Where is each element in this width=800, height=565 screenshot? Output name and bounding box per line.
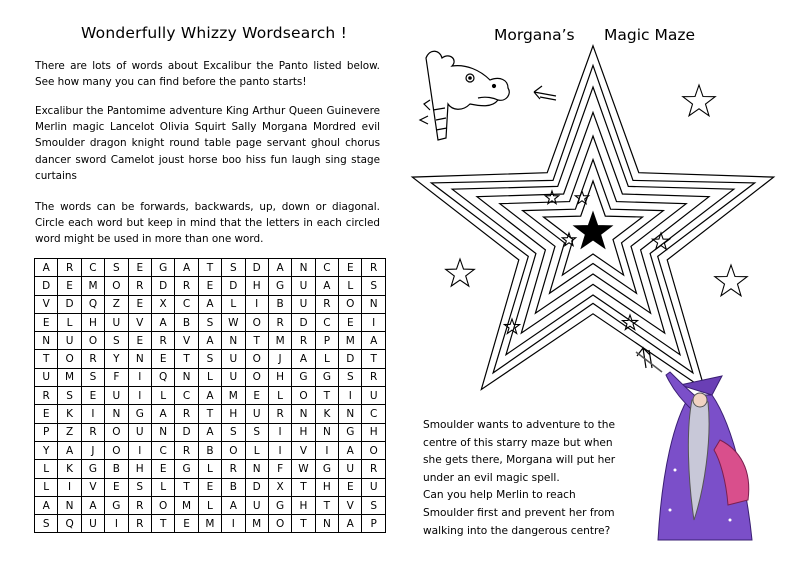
grid-cell[interactable]: E [175, 515, 198, 533]
grid-cell[interactable]: U [339, 460, 362, 478]
grid-cell[interactable]: Z [105, 295, 128, 313]
grid-cell[interactable]: N [292, 405, 315, 423]
merlin-wizard-icon [636, 352, 752, 540]
grid-cell[interactable]: G [339, 423, 362, 441]
grid-cell[interactable]: I [315, 441, 338, 459]
grid-cell[interactable]: T [315, 496, 338, 514]
grid-cell[interactable]: A [35, 259, 58, 277]
grid-cell[interactable]: H [245, 277, 268, 295]
grid-cell[interactable]: M [198, 515, 221, 533]
grid-cell[interactable]: I [339, 387, 362, 405]
grid-cell[interactable]: A [81, 496, 104, 514]
grid-cell[interactable]: U [245, 405, 268, 423]
grid-cell[interactable]: I [268, 441, 291, 459]
grid-cell[interactable]: U [35, 368, 58, 386]
grid-cell[interactable]: B [105, 460, 128, 478]
grid-cell[interactable]: T [198, 259, 221, 277]
grid-cell[interactable]: R [175, 405, 198, 423]
grid-cell[interactable]: R [128, 496, 151, 514]
grid-cell[interactable]: B [175, 313, 198, 331]
grid-cell[interactable]: E [128, 332, 151, 350]
grid-cell[interactable]: N [245, 460, 268, 478]
maze-story-text [423, 417, 645, 540]
grid-cell[interactable]: A [222, 496, 245, 514]
grid-cell[interactable]: U [105, 387, 128, 405]
grid-cell[interactable]: O [362, 441, 385, 459]
grid-cell[interactable]: N [292, 259, 315, 277]
small-star-icon [683, 85, 715, 116]
grid-cell[interactable]: O [105, 423, 128, 441]
grid-cell[interactable]: O [105, 277, 128, 295]
grid-cell[interactable]: H [362, 423, 385, 441]
grid-cell[interactable]: Q [151, 368, 174, 386]
grid-cell[interactable]: A [175, 259, 198, 277]
grid-cell[interactable]: L [58, 313, 81, 331]
grid-cell[interactable]: L [198, 460, 221, 478]
grid-cell[interactable]: O [245, 350, 268, 368]
grid-cell[interactable]: O [245, 368, 268, 386]
grid-cell[interactable]: E [35, 313, 58, 331]
grid-cell[interactable]: A [292, 350, 315, 368]
grid-cell[interactable]: E [198, 478, 221, 496]
grid-cell[interactable]: N [58, 496, 81, 514]
grid-cell[interactable]: A [151, 313, 174, 331]
grid-cell[interactable]: G [292, 368, 315, 386]
grid-cell[interactable]: V [128, 313, 151, 331]
grid-cell[interactable]: A [198, 332, 221, 350]
grid-cell[interactable]: D [58, 295, 81, 313]
story-line: under an evil magic spell. [423, 471, 560, 484]
grid-cell[interactable]: A [268, 259, 291, 277]
grid-cell[interactable]: E [339, 259, 362, 277]
grid-cell[interactable]: N [151, 423, 174, 441]
grid-cell[interactable]: E [339, 313, 362, 331]
grid-cell[interactable]: I [245, 295, 268, 313]
grid-cell[interactable]: A [35, 496, 58, 514]
grid-cell[interactable]: R [362, 259, 385, 277]
grid-cell[interactable]: K [58, 460, 81, 478]
grid-cell[interactable]: U [362, 387, 385, 405]
grid-cell[interactable]: E [81, 387, 104, 405]
grid-cell[interactable]: S [222, 423, 245, 441]
grid-cell[interactable]: U [245, 496, 268, 514]
grid-cell[interactable]: I [128, 441, 151, 459]
grid-cell[interactable]: E [128, 295, 151, 313]
grid-cell[interactable]: S [105, 332, 128, 350]
grid-cell[interactable]: S [35, 515, 58, 533]
grid-cell[interactable]: I [268, 423, 291, 441]
grid-cell[interactable]: T [175, 478, 198, 496]
grid-cell[interactable]: V [339, 496, 362, 514]
grid-cell[interactable]: N [175, 368, 198, 386]
small-star-icon [504, 319, 519, 334]
grid-cell[interactable]: D [292, 313, 315, 331]
grid-cell[interactable]: I [362, 313, 385, 331]
grid-cell[interactable]: U [222, 368, 245, 386]
grid-cell[interactable]: P [35, 423, 58, 441]
grid-cell[interactable]: U [105, 313, 128, 331]
grid-cell[interactable]: R [128, 277, 151, 295]
wordsearch-intro: There are lots of words about Excalibur the Panto listed below. See how many you can find before the panto starts! [35, 60, 380, 89]
grid-cell[interactable]: O [245, 313, 268, 331]
grid-cell[interactable]: H [222, 405, 245, 423]
grid-cell[interactable]: M [245, 515, 268, 533]
grid-cell[interactable]: W [222, 313, 245, 331]
grid-cell[interactable]: K [58, 405, 81, 423]
grid-cell[interactable]: U [292, 277, 315, 295]
grid-cell[interactable]: G [151, 259, 174, 277]
grid-cell[interactable]: V [292, 441, 315, 459]
grid-cell[interactable]: U [362, 478, 385, 496]
grid-cell[interactable]: H [292, 423, 315, 441]
grid-cell[interactable]: A [151, 405, 174, 423]
grid-cell[interactable]: H [268, 368, 291, 386]
wordsearch-instructions: The words can be forwards, backwards, up, down or diagonal. Circle each word but keep in mind that the letters in each circled word might be used in more than one word. [35, 201, 380, 246]
grid-cell[interactable]: O [339, 295, 362, 313]
grid-cell[interactable]: G [268, 496, 291, 514]
grid-cell[interactable]: A [339, 515, 362, 533]
grid-cell[interactable]: H [128, 460, 151, 478]
grid-cell[interactable]: H [315, 478, 338, 496]
grid-cell[interactable]: L [151, 387, 174, 405]
grid-cell[interactable]: T [35, 350, 58, 368]
grid-cell[interactable]: L [35, 478, 58, 496]
grid-cell[interactable]: I [58, 478, 81, 496]
grid-cell[interactable]: R [315, 295, 338, 313]
grid-cell[interactable]: G [175, 460, 198, 478]
grid-cell[interactable]: S [128, 478, 151, 496]
story-line: she gets there, Morgana will put her [423, 454, 616, 467]
grid-cell[interactable]: P [362, 515, 385, 533]
grid-cell[interactable]: S [81, 368, 104, 386]
grid-cell[interactable]: X [268, 478, 291, 496]
grid-cell[interactable]: M [58, 368, 81, 386]
grid-cell[interactable]: I [81, 405, 104, 423]
story-line: Can you help Merlin to reach [423, 489, 576, 502]
grid-cell[interactable]: E [58, 277, 81, 295]
grid-cell[interactable]: S [339, 368, 362, 386]
grid-cell[interactable]: J [81, 441, 104, 459]
grid-cell[interactable]: I [128, 368, 151, 386]
grid-cell[interactable]: T [315, 387, 338, 405]
grid-cell[interactable]: Y [105, 350, 128, 368]
grid-cell[interactable]: R [81, 350, 104, 368]
grid-cell[interactable]: G [128, 405, 151, 423]
grid-cell[interactable]: C [151, 441, 174, 459]
grid-cell[interactable]: S [362, 277, 385, 295]
grid-cell[interactable]: Q [58, 515, 81, 533]
grid-cell[interactable]: E [245, 387, 268, 405]
grid-cell[interactable]: M [339, 332, 362, 350]
grid-cell[interactable]: N [35, 332, 58, 350]
grid-cell[interactable]: A [198, 295, 221, 313]
maze-entry-arrow-icon [534, 86, 556, 100]
grid-cell[interactable]: D [151, 277, 174, 295]
grid-cell[interactable]: E [339, 478, 362, 496]
grid-cell[interactable]: B [222, 478, 245, 496]
grid-cell[interactable]: N [222, 332, 245, 350]
grid-cell[interactable]: L [198, 368, 221, 386]
grid-cell[interactable]: N [315, 423, 338, 441]
grid-cell[interactable]: G [105, 496, 128, 514]
grid-cell[interactable]: S [362, 496, 385, 514]
grid-cell[interactable]: G [81, 460, 104, 478]
grid-cell[interactable]: C [315, 259, 338, 277]
grid-cell[interactable]: T [198, 405, 221, 423]
grid-cell[interactable]: R [58, 259, 81, 277]
grid-cell[interactable]: N [315, 515, 338, 533]
grid-cell[interactable]: A [198, 387, 221, 405]
grid-cell[interactable]: O [151, 496, 174, 514]
grid-cell[interactable]: I [105, 515, 128, 533]
story-line: centre of this starry maze but when [423, 436, 613, 449]
grid-cell[interactable]: M [222, 387, 245, 405]
grid-cell[interactable]: E [151, 350, 174, 368]
grid-cell[interactable]: L [198, 496, 221, 514]
grid-cell[interactable]: O [81, 332, 104, 350]
grid-cell[interactable]: J [268, 350, 291, 368]
grid-cell[interactable]: Q [81, 295, 104, 313]
maze-title-part1: Morgana’s [494, 26, 575, 44]
grid-cell[interactable]: E [128, 259, 151, 277]
grid-cell[interactable]: D [245, 259, 268, 277]
grid-cell[interactable]: E [105, 478, 128, 496]
grid-cell[interactable]: G [315, 460, 338, 478]
grid-cell[interactable]: E [151, 460, 174, 478]
grid-cell[interactable]: R [81, 423, 104, 441]
grid-cell[interactable]: A [315, 277, 338, 295]
grid-cell[interactable]: S [222, 259, 245, 277]
grid-cell[interactable]: H [292, 496, 315, 514]
grid-cell[interactable]: N [339, 405, 362, 423]
grid-cell[interactable]: I [222, 515, 245, 533]
grid-cell[interactable]: R [175, 277, 198, 295]
grid-cell[interactable]: O [58, 350, 81, 368]
grid-cell[interactable]: L [245, 441, 268, 459]
grid-cell[interactable]: D [222, 277, 245, 295]
grid-cell[interactable]: R [175, 441, 198, 459]
grid-cell[interactable]: D [35, 277, 58, 295]
grid-cell[interactable]: A [198, 423, 221, 441]
grid-cell[interactable]: W [292, 460, 315, 478]
grid-cell[interactable]: R [268, 313, 291, 331]
grid-cell[interactable]: M [175, 496, 198, 514]
grid-cell[interactable]: R [222, 460, 245, 478]
grid-cell[interactable]: D [339, 350, 362, 368]
grid-cell[interactable]: U [292, 295, 315, 313]
grid-cell[interactable]: D [175, 423, 198, 441]
grid-cell[interactable]: T [362, 350, 385, 368]
dragon-smoulder-icon [420, 51, 509, 140]
grid-cell[interactable]: U [222, 350, 245, 368]
grid-cell[interactable]: Y [35, 441, 58, 459]
grid-cell[interactable]: L [35, 460, 58, 478]
grid-cell[interactable]: F [105, 368, 128, 386]
small-star-icon [652, 233, 669, 249]
grid-cell[interactable]: R [35, 387, 58, 405]
small-star-icon [575, 191, 588, 204]
grid-cell[interactable]: O [292, 387, 315, 405]
grid-cell[interactable]: K [315, 405, 338, 423]
grid-cell[interactable]: R [362, 460, 385, 478]
grid-cell[interactable]: L [268, 387, 291, 405]
grid-cell[interactable]: V [175, 332, 198, 350]
wordsearch-word-list: Excalibur the Pantomime adventure King Arthur Queen Guinevere Merlin magic Lancelot Olivia Squirt Sally Morgana Mordred evil Smoulder dragon knight round table page servant ghoul chorus dancer sword Camelot joust horse boo hiss fun laugh sing stage curtains [35, 105, 380, 182]
grid-cell[interactable]: D [245, 478, 268, 496]
grid-cell[interactable]: B [268, 295, 291, 313]
grid-cell[interactable]: F [268, 460, 291, 478]
grid-cell[interactable]: M [81, 277, 104, 295]
small-star-icon [446, 259, 475, 286]
grid-cell[interactable]: N [362, 295, 385, 313]
grid-cell[interactable]: O [222, 441, 245, 459]
grid-cell[interactable]: S [245, 423, 268, 441]
grid-cell[interactable]: T [292, 478, 315, 496]
grid-cell[interactable]: I [128, 387, 151, 405]
grid-cell[interactable]: R [268, 405, 291, 423]
grid-cell[interactable]: U [58, 332, 81, 350]
grid-cell[interactable]: E [198, 277, 221, 295]
grid-cell[interactable]: U [128, 423, 151, 441]
wordsearch-title: Wonderfully Whizzy Wordsearch ! [81, 24, 347, 42]
grid-cell[interactable]: Z [58, 423, 81, 441]
maze-centre-star-icon [574, 212, 612, 248]
story-line: Smoulder wants to adventure to the [423, 419, 616, 431]
grid-cell[interactable]: U [81, 515, 104, 533]
grid-cell[interactable]: R [292, 332, 315, 350]
grid-cell[interactable]: S [198, 350, 221, 368]
grid-cell[interactable]: P [315, 332, 338, 350]
story-line: walking into the dangerous centre? [423, 524, 611, 537]
grid-cell[interactable]: C [175, 387, 198, 405]
grid-cell[interactable]: O [105, 441, 128, 459]
grid-cell[interactable]: L [339, 277, 362, 295]
grid-cell[interactable]: C [362, 405, 385, 423]
grid-cell[interactable]: S [58, 387, 81, 405]
grid-cell[interactable]: H [81, 313, 104, 331]
grid-cell[interactable]: C [81, 259, 104, 277]
grid-cell[interactable]: L [315, 350, 338, 368]
grid-cell[interactable]: G [315, 368, 338, 386]
story-line: Smoulder first and prevent her from [423, 506, 615, 519]
grid-cell[interactable]: S [105, 259, 128, 277]
grid-cell[interactable]: A [339, 441, 362, 459]
grid-cell[interactable]: E [35, 405, 58, 423]
grid-cell[interactable]: L [151, 478, 174, 496]
grid-cell[interactable]: T [292, 515, 315, 533]
grid-cell[interactable]: R [128, 515, 151, 533]
grid-cell[interactable]: R [151, 332, 174, 350]
grid-cell[interactable]: N [105, 405, 128, 423]
grid-cell[interactable]: C [315, 313, 338, 331]
grid-cell[interactable]: R [362, 368, 385, 386]
grid-cell[interactable]: B [198, 441, 221, 459]
grid-cell[interactable]: M [268, 332, 291, 350]
small-star-icon [715, 265, 747, 296]
grid-cell[interactable]: T [175, 350, 198, 368]
grid-cell[interactable]: S [198, 313, 221, 331]
grid-cell[interactable]: V [81, 478, 104, 496]
grid-cell[interactable]: A [362, 332, 385, 350]
grid-cell[interactable]: N [128, 350, 151, 368]
grid-cell[interactable]: T [245, 332, 268, 350]
grid-cell[interactable]: X [151, 295, 174, 313]
grid-cell[interactable]: C [175, 295, 198, 313]
grid-cell[interactable]: V [35, 295, 58, 313]
maze-title-part2: Magic Maze [604, 26, 696, 44]
grid-cell[interactable]: L [222, 295, 245, 313]
grid-cell[interactable]: T [151, 515, 174, 533]
grid-cell[interactable]: O [268, 515, 291, 533]
grid-cell[interactable]: G [268, 277, 291, 295]
grid-cell[interactable]: A [58, 441, 81, 459]
